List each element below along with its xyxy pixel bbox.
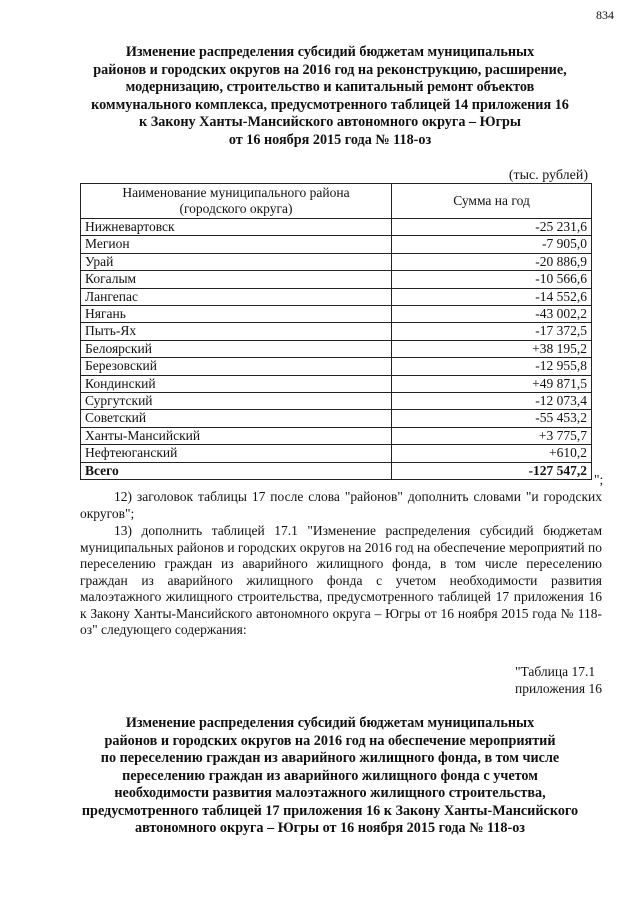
- table-row: [81, 410, 592, 427]
- table-row: [81, 236, 592, 253]
- district-name-cell: Пыть-Ях: [81, 323, 392, 340]
- district-sum-cell: -20 886,9: [392, 253, 592, 270]
- total-sum-cell: -127 547,2: [392, 462, 592, 479]
- total-label-cell: Всего: [81, 462, 392, 479]
- district-name-cell: Ханты-Мансийский: [81, 427, 392, 444]
- table-row: [81, 427, 592, 444]
- heading-table14: [70, 44, 590, 149]
- district-sum-cell: -43 002,2: [392, 306, 592, 323]
- heading-line: модернизацию, строительство и капитальный ремонт объектов: [125, 79, 535, 95]
- district-name-cell: Сургутский: [81, 393, 392, 410]
- header-name-cell: [81, 184, 392, 219]
- table-row: [81, 219, 592, 236]
- district-name-cell: Когалым: [81, 271, 392, 288]
- district-sum-cell: +38 195,2: [392, 340, 592, 357]
- page-number: 834: [596, 8, 614, 22]
- heading-line: коммунального комплекса, предусмотренного таблицей 14 приложения 16: [91, 96, 569, 113]
- table-body: [81, 219, 592, 480]
- heading-line: от 16 ноября 2015 года № 118-оз: [228, 131, 432, 148]
- district-name-cell: Нягань: [81, 306, 392, 323]
- closing-quote: ";: [594, 472, 604, 487]
- table-row: [81, 445, 592, 462]
- heading-line: автономного округа – Югры от 16 ноября 2015 года № 118-оз: [134, 820, 526, 836]
- district-name-cell: Нижневартовск: [81, 219, 392, 236]
- district-sum-cell: -12 073,4: [392, 393, 592, 410]
- district-name-cell: Нефтеюганский: [81, 445, 392, 462]
- heading-table17-1: [70, 715, 590, 838]
- heading-line: по переселению граждан из аварийного жилищного фонда, в том числе: [100, 750, 560, 766]
- table-reference: [515, 663, 602, 697]
- total-row: [81, 462, 592, 479]
- district-sum-cell: +610,2: [392, 445, 592, 462]
- heading-line: Изменение распределения субсидий бюджетам муниципальных: [125, 44, 535, 60]
- table-ref-line: приложения 16: [514, 681, 602, 696]
- paragraph-12-text: 12) заголовок таблицы 17 после слова "районов" дополнить словами "и городских округов";: [80, 489, 602, 521]
- header-name-line: (городского округа): [179, 201, 293, 216]
- district-name-cell: Урай: [81, 253, 392, 270]
- district-name-cell: Белоярский: [81, 340, 392, 357]
- district-name-cell: Советский: [81, 410, 392, 427]
- table-row: [81, 375, 592, 392]
- heading-line: районов и городских округов на 2016 год на обеспечение мероприятий: [104, 732, 556, 749]
- units-label: (тыс. рублей): [508, 168, 588, 183]
- table-row: [81, 323, 592, 340]
- district-sum-cell: -14 552,6: [392, 288, 592, 305]
- header-sum-cell: Сумма на год: [392, 184, 592, 219]
- heading-line: переселению граждан из аварийного жилищного фонда с учетом: [122, 767, 538, 784]
- subsidy-table: [80, 183, 592, 480]
- table-row: [81, 253, 592, 270]
- district-name-cell: Мегион: [81, 236, 392, 253]
- table-row: [81, 340, 592, 357]
- heading-line: Изменение распределения субсидий бюджетам муниципальных: [125, 715, 535, 731]
- district-sum-cell: -12 955,8: [392, 358, 592, 375]
- paragraph-13: [80, 523, 602, 639]
- district-sum-cell: -17 372,5: [392, 323, 592, 340]
- table-row: [81, 393, 592, 410]
- district-name-cell: Березовский: [81, 358, 392, 375]
- paragraph-13-text: 13) дополнить таблицей 17.1 "Изменение распределения субсидий бюджетам муниципальных районов и городских округов на 2016 год на обеспечение мероприятий по переселению граждан из аварийного жилищного фонда, в том числе переселению граждан из аварийного жилищного фонда с учетом необходимости развития малоэтажного жилищного строительства, предусмотренного таблицей 17 приложения 16 к Закону Ханты-Мансийского автономного округа – Югры от 16 ноября 2015 года № 118-оз" следующего содержания:: [80, 523, 602, 637]
- table-row: [81, 288, 592, 305]
- heading-line: предусмотренного таблицей 17 приложения 16 к Закону Ханты-Мансийского: [81, 802, 579, 819]
- paragraph-12: [80, 489, 602, 522]
- table-row: [81, 358, 592, 375]
- district-sum-cell: +49 871,5: [392, 375, 592, 392]
- district-sum-cell: -55 453,2: [392, 410, 592, 427]
- heading-line: районов и городских округов на 2016 год на реконструкцию, расширение,: [93, 61, 567, 78]
- district-sum-cell: -25 231,6: [392, 219, 592, 236]
- district-sum-cell: -7 905,0: [392, 236, 592, 253]
- header-name-line: Наименование муниципального района: [122, 185, 350, 200]
- table-header-row: [81, 184, 592, 219]
- district-sum-cell: +3 775,7: [392, 427, 592, 444]
- district-name-cell: Кондинский: [81, 375, 392, 392]
- table-row: [81, 306, 592, 323]
- heading-line: необходимости развития малоэтажного жилищного строительства,: [114, 785, 546, 801]
- table-ref-line: "Таблица 17.1: [514, 664, 596, 679]
- district-name-cell: Лангепас: [81, 288, 392, 305]
- heading-line: к Закону Ханты-Мансийского автономного округа – Югры: [138, 114, 521, 130]
- table-row: [81, 271, 592, 288]
- district-sum-cell: -10 566,6: [392, 271, 592, 288]
